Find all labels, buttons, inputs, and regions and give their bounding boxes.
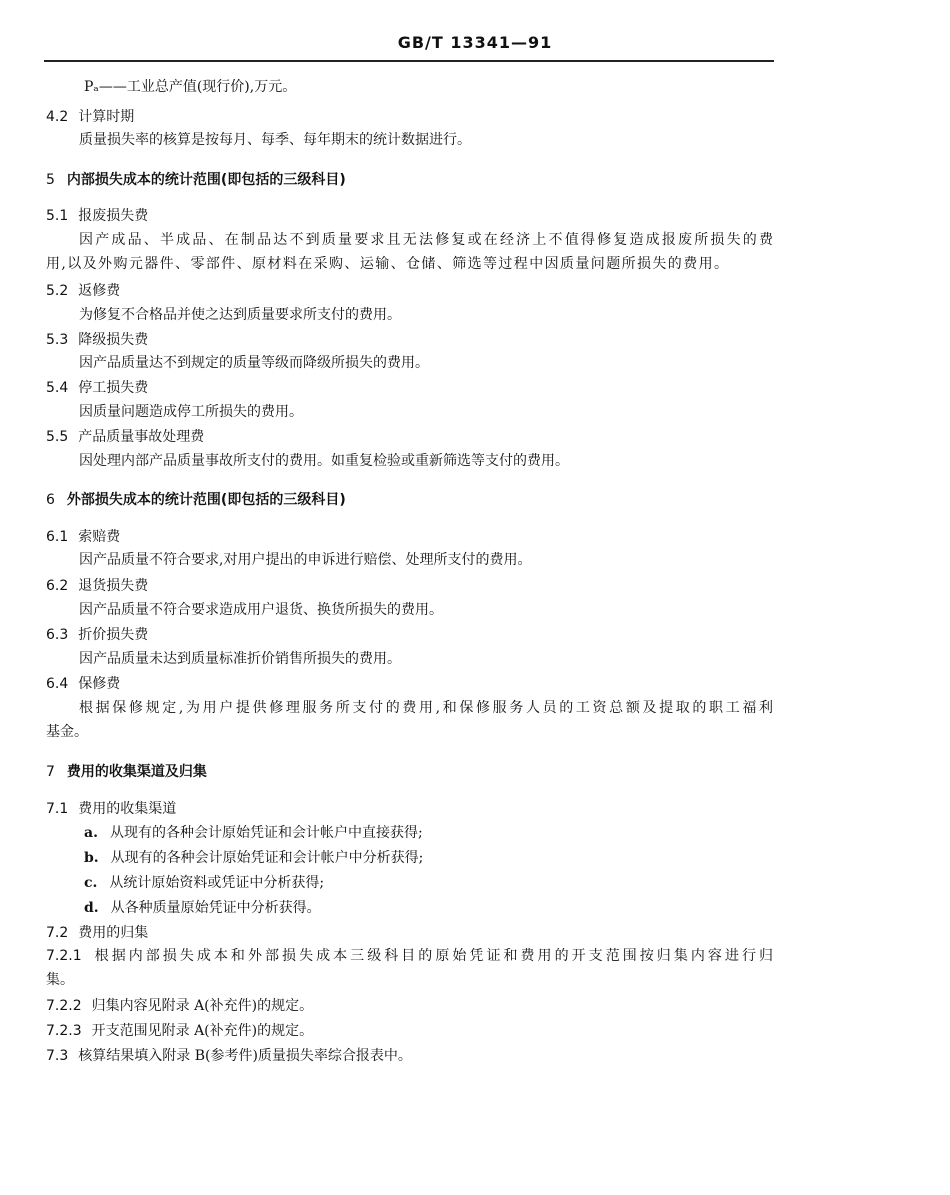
subsection-7-2-heading: [46, 923, 148, 943]
list-marker: a.: [84, 825, 98, 841]
list-item-d: [84, 898, 321, 918]
subsection-6-4-heading: [46, 674, 120, 694]
paragraph-7-2-1-line-2: 集。: [46, 972, 74, 988]
paragraph-text: 开支范围见附录 A(补充件)的规定。: [91, 1023, 314, 1039]
paragraph-6-2: 因产品质量不符合要求造成用户退货、换货所损失的费用。: [79, 602, 443, 618]
section-title: 索赔费: [78, 529, 121, 545]
section-7-heading: [46, 762, 207, 782]
section-title: 费用的归集: [78, 925, 149, 941]
list-marker: c.: [84, 875, 98, 891]
section-title: 外部损失成本的统计范围(即包括的三级科目): [66, 492, 346, 508]
section-5-heading: [46, 170, 346, 190]
subsection-5-5-heading: [46, 427, 204, 447]
paragraph-5-5: 因处理内部产品质量事故所支付的费用。如重复检验或重新筛选等支付的费用。: [79, 453, 569, 469]
list-text: 从各种质量原始凭证中分析获得。: [110, 900, 321, 916]
section-title: 内部损失成本的统计范围(即包括的三级科目): [66, 172, 346, 188]
section-title: 降级损失费: [78, 332, 149, 348]
paragraph-6-1: 因产品质量不符合要求,对用户提出的申诉进行赔偿、处理所支付的费用。: [79, 552, 532, 568]
subsection-5-1-heading: [46, 206, 148, 226]
paragraph-6-3: 因产品质量未达到质量标准折价销售所损失的费用。: [79, 651, 401, 667]
section-number: 6.1: [46, 529, 69, 545]
section-number: 7.2: [46, 925, 69, 941]
list-item-c: [84, 873, 324, 893]
section-title: 产品质量事故处理费: [78, 429, 205, 445]
section-number: 5.4: [46, 380, 69, 396]
subsection-7-1-heading: [46, 799, 176, 819]
subsection-5-4-heading: [46, 378, 148, 398]
section-number: 5.3: [46, 332, 69, 348]
section-number: 7: [46, 764, 55, 780]
subsection-4-2-heading: [46, 107, 134, 127]
section-number: 5: [46, 172, 55, 188]
paragraph-6-4-line-1: 根据保修规定,为用户提供修理服务所支付的费用,和保修服务人员的工资总额及提取的职工福利: [79, 700, 773, 716]
paragraph-text: 核算结果填入附录 B(参考件)质量损失率综合报表中。: [78, 1048, 412, 1064]
paragraph-7-2-1-line-1: [46, 946, 773, 966]
section-number: 6.4: [46, 676, 69, 692]
paragraph-5-1-line-1: 因产成品、半成品、在制品达不到质量要求且无法修复或在经济上不值得修复造成报废所损失的费: [79, 232, 773, 248]
section-number: 6.3: [46, 627, 69, 643]
paragraph-5-3: 因产品质量达不到规定的质量等级而降级所损失的费用。: [79, 355, 429, 371]
list-text: 从统计原始资料或凭证中分析获得;: [109, 875, 325, 891]
formula-variable-definition: Pₐ——工业总产值(现行价),万元。: [84, 79, 297, 95]
paragraph-5-2: 为修复不合格品并使之达到质量要求所支付的费用。: [79, 307, 401, 323]
section-title: 保修费: [78, 676, 121, 692]
section-title: 停工损失费: [78, 380, 149, 396]
subsection-5-2-heading: [46, 281, 120, 301]
section-title: 退货损失费: [78, 578, 149, 594]
section-number: 6: [46, 492, 55, 508]
paragraph-5-1-line-2: 用,以及外购元器件、零部件、原材料在采购、运输、仓储、筛选等过程中因质量问题所损失的费用。: [46, 256, 728, 272]
paragraph-7-3: [46, 1046, 412, 1066]
section-title: 费用的收集渠道及归集: [66, 764, 207, 780]
paragraph-5-4: 因质量问题造成停工所损失的费用。: [79, 404, 303, 420]
list-text: 从现有的各种会计原始凭证和会计帐户中分析获得;: [110, 850, 424, 866]
section-title: 折价损失费: [78, 627, 149, 643]
paragraph-text: 归集内容见附录 A(补充件)的规定。: [91, 998, 314, 1014]
list-item-a: [84, 823, 423, 843]
subsection-5-3-heading: [46, 330, 148, 350]
list-text: 从现有的各种会计原始凭证和会计帐户中直接获得;: [109, 825, 423, 841]
section-number: 7.1: [46, 801, 69, 817]
subsection-6-3-heading: [46, 625, 148, 645]
section-number: 5.2: [46, 283, 69, 299]
section-6-heading: [46, 490, 346, 510]
section-number: 7.2.1: [46, 948, 82, 964]
paragraph-6-4-line-2: 基金。: [46, 724, 88, 740]
section-title: 计算时期: [78, 109, 135, 125]
section-title: 报废损失费: [78, 208, 149, 224]
section-number: 7.2.2: [46, 998, 82, 1014]
paragraph-7-2-3: [46, 1021, 313, 1041]
section-title: 费用的收集渠道: [78, 801, 177, 817]
section-number: 4.2: [46, 109, 69, 125]
subsection-6-2-heading: [46, 576, 148, 596]
paragraph-7-2-2: [46, 996, 313, 1016]
paragraph-text: 根据内部损失成本和外部损失成本三级科目的原始凭证和费用的开支范围按归集内容进行归: [91, 948, 773, 964]
section-number: 6.2: [46, 578, 69, 594]
list-item-b: [84, 848, 423, 868]
section-number: 5.1: [46, 208, 69, 224]
list-marker: d.: [84, 900, 99, 916]
list-marker: b.: [84, 850, 99, 866]
section-number: 7.2.3: [46, 1023, 82, 1039]
section-number: 7.3: [46, 1048, 69, 1064]
subsection-6-1-heading: [46, 527, 120, 547]
paragraph-4-2: 质量损失率的核算是按每月、每季、每年期末的统计数据进行。: [79, 132, 471, 148]
section-number: 5.5: [46, 429, 69, 445]
document-header: GB/T 13341—91: [397, 33, 553, 52]
section-title: 返修费: [78, 283, 121, 299]
